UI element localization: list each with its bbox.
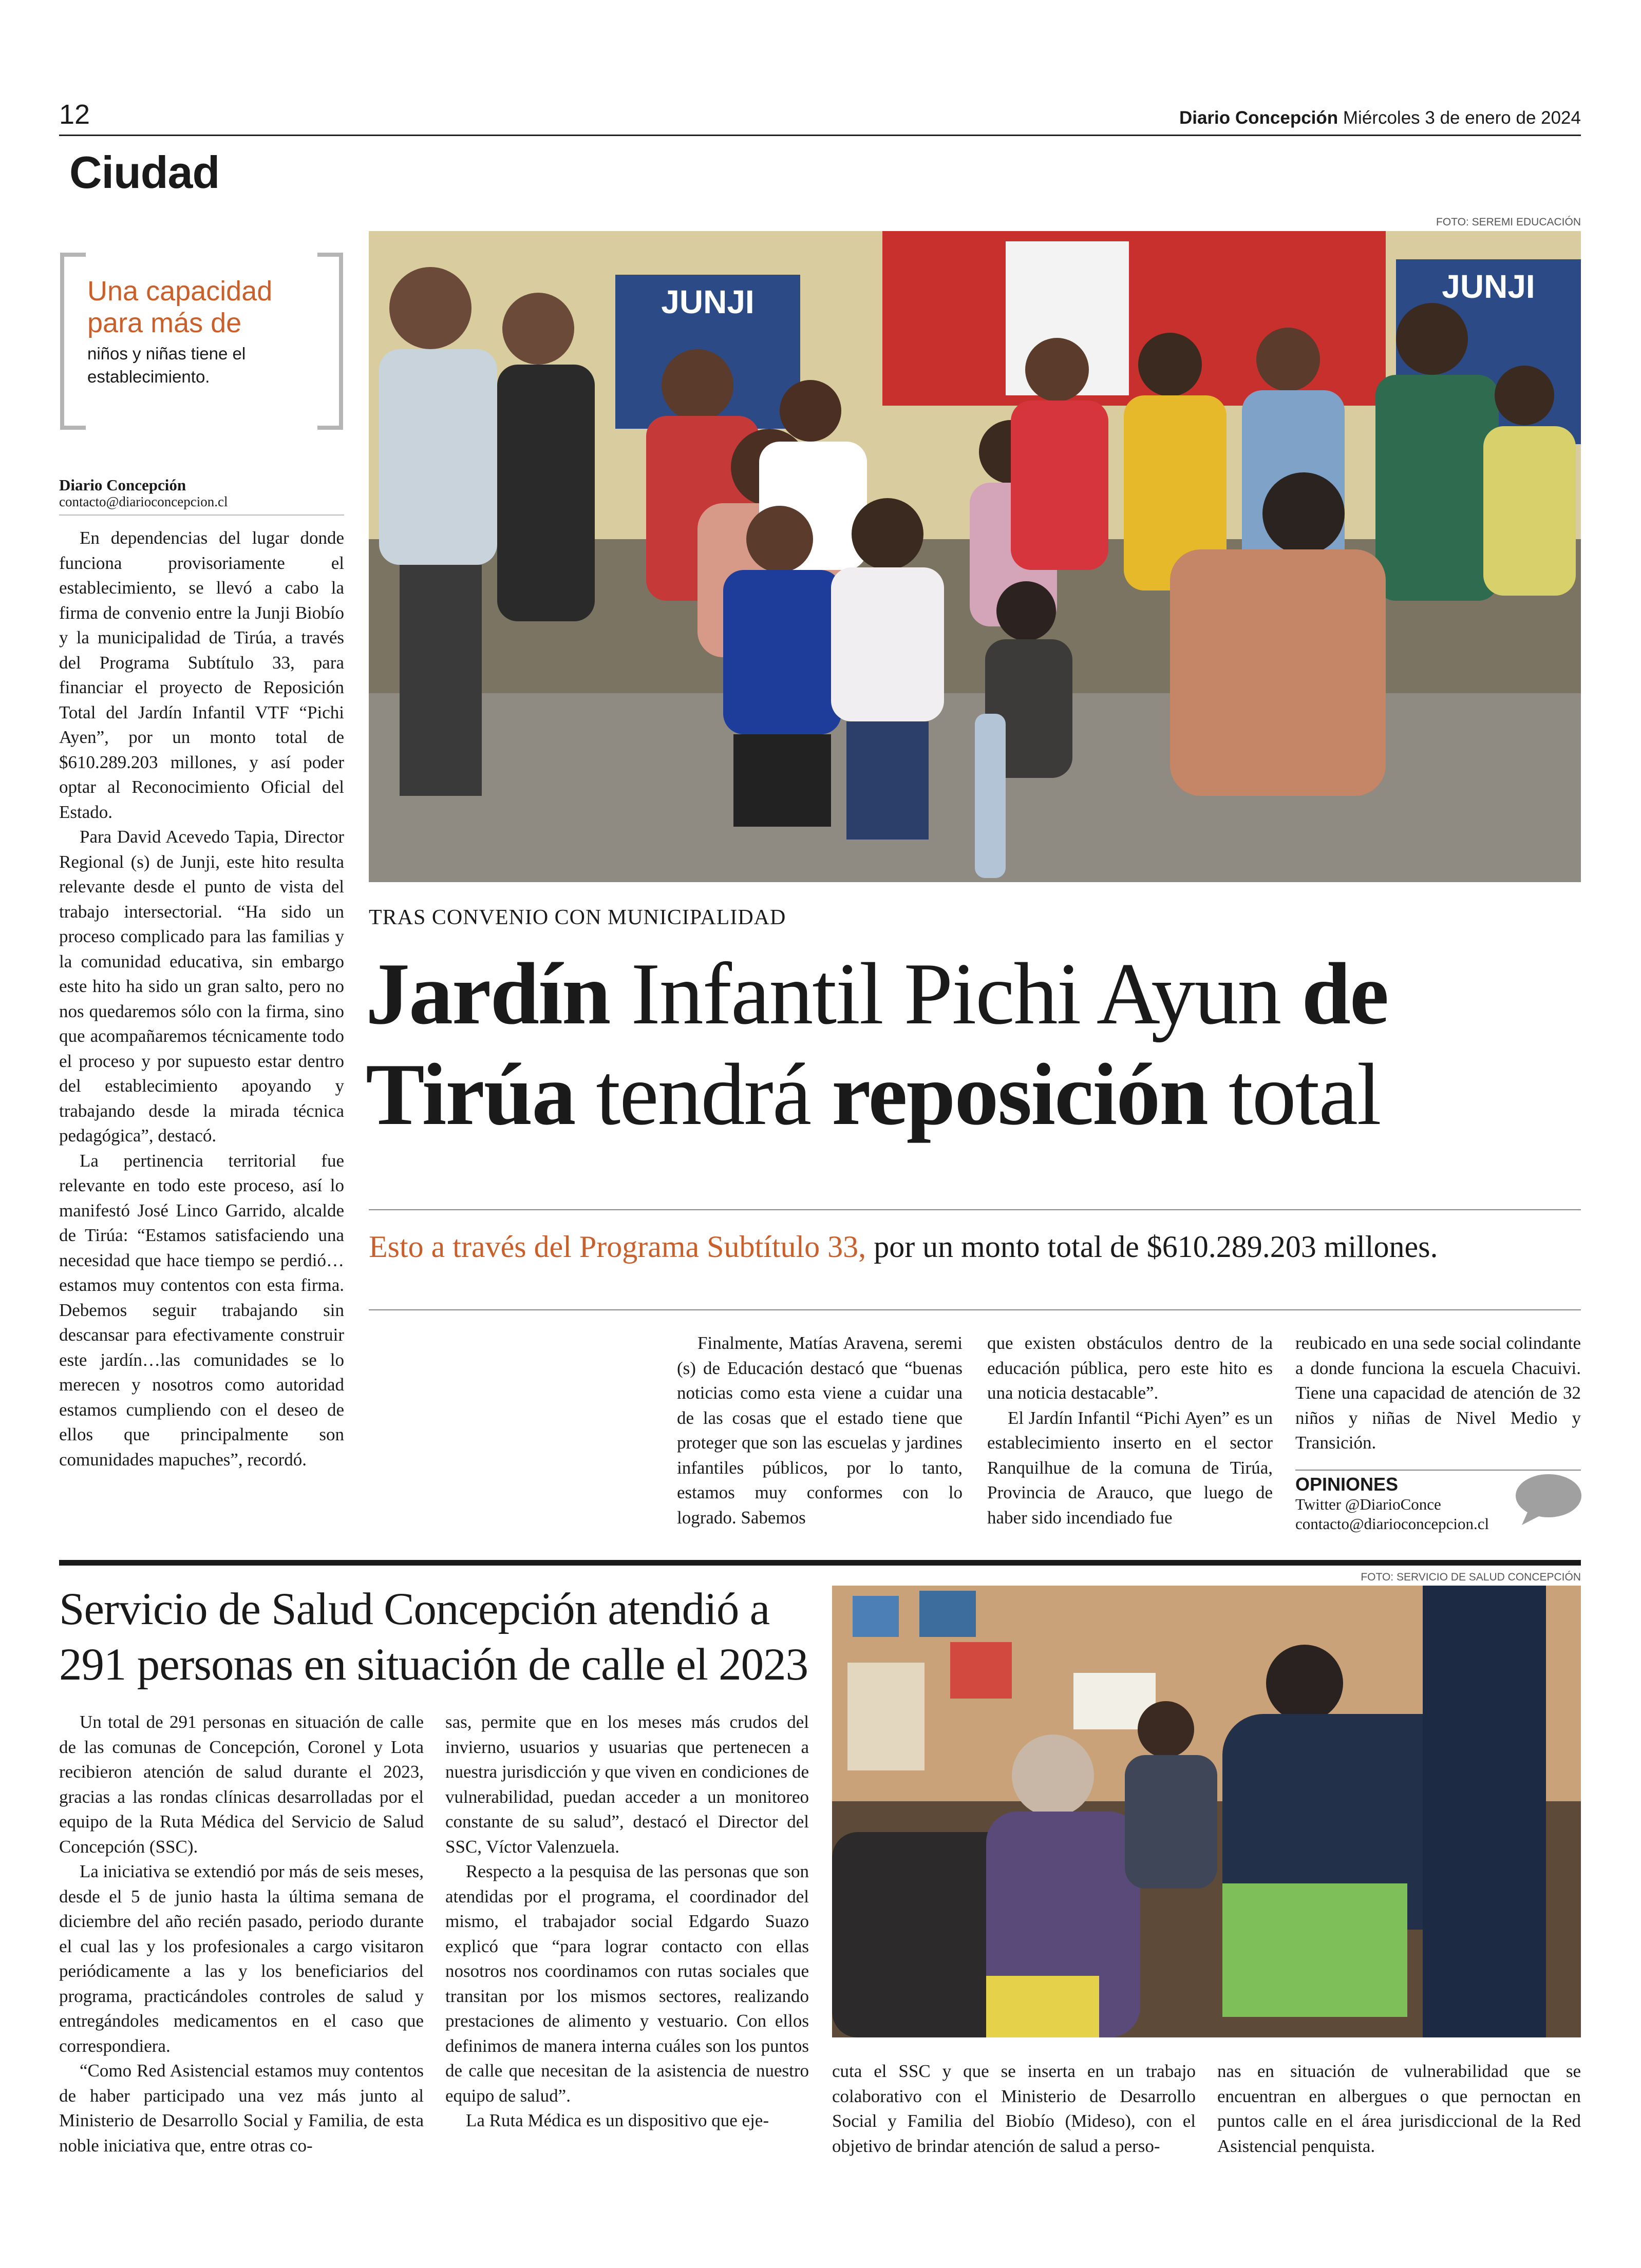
headline-part-4: Tirúa: [366, 1046, 575, 1143]
article2-col1: [59, 1710, 424, 2158]
article1-col1-p3: La pertinencia territorial fue relevante en todo este proceso, así lo manifestó José Linco Garrido, alcalde de Tirúa: “Estamos satisfaciendo una necesidad que hace tiempo se perdió…estamos muy contentos con esta firma. Debemos seguir trabajando sin descansar para efectivamente construir este jardín…las comunidades se lo merecen y nosotros como autoridad estamos cumpliendo con el deseo de ellos que principalmente son comunidades mapuches”, recordó.: [59, 1150, 344, 1470]
article2-col4-p1: nas en situación de vulnerabilidad que se encuentran en albergues o que pernoctan en puntos calle en el área jurisdiccional de la Red Asistencial penquista.: [1217, 2061, 1581, 2156]
article2-col1-p1: Un total de 291 personas en situación de calle de las comunas de Concepción, Coronel y Lota recibieron atención de salud durante el 2023, gracias a las rondas clínicas desarrolladas por el equipo de la Ruta Médica del Servicio de Salud Concepción (SSC).: [59, 1712, 424, 1857]
article2-col4: [1217, 2059, 1581, 2159]
article2-col1-p3: “Como Red Asistencial estamos muy contentos de haber participado una vez más junto al Ministerio de Desarrollo Social y Familia, de esta noble iniciativa que, entre otras co-: [59, 2061, 424, 2156]
section-title: Ciudad: [69, 147, 220, 198]
opinions-email[interactable]: contacto@diarioconcepcion.cl: [1295, 1515, 1489, 1533]
article2-col2: [445, 1710, 809, 2133]
article1-col1-p1: En dependencias del lugar donde funciona provisoriamente el establecimiento, se llevó a cabo la firma de convenio entre la Junji Biobío y la municipalidad de Tirúa, a través del Programa Subtítulo 33, para financiar el proyecto de Reposición Total del Jardín Infantil VTF “Pichi Ayen”, por un monto total de $610.289.203 millones, y así poder optar al Reconocimiento Oficial del Estado.: [59, 528, 344, 822]
headline-part-2: Infantil Pichi Ayun: [610, 945, 1302, 1043]
article2-col1-p2: La iniciativa se extendió por más de seis meses, desde el 5 de junio hasta la última semana de diciembre del año recién pasado, periodo durante el cual las y los profesionales a cargo visitaron periódicamente a las y los beneficiarios del programa, practicándoles controles de salud y entregándoles medicamentos en el caso que correspondiera.: [59, 1861, 424, 2056]
article2-photo-credit: FOTO: SERVICIO DE SALUD CONCEPCIÓN: [1361, 1571, 1581, 1583]
headline-part-3: de: [1302, 945, 1388, 1043]
highlight-subtitle: niños y niñas tiene el establecimiento.: [87, 344, 246, 386]
article1-col2-p1: Finalmente, Matías Aravena, seremi (s) de Educación destacó que “buenas noticias como esta viene a cuidar una de las cosas que el estado tiene que proteger que son las escuelas y jardines infantiles públicos, por lo tanto, estamos muy conformes con lo logrado. Sabemos: [677, 1333, 963, 1528]
headline-part-1: Jardín: [366, 945, 610, 1043]
article2-col3-p1: cuta el SSC y que se inserta en un trabajo colaborativo con el Ministerio de Desarrollo Social y Familia del Biobío (Mideso), con el objetivo de brindar atención de salud a perso-: [832, 2061, 1196, 2156]
byline-rule: [59, 514, 344, 516]
article1-photo-credit: FOTO: SEREMI EDUCACIÓN: [1436, 216, 1581, 228]
highlight-box: [59, 253, 344, 430]
page-number: 12: [59, 99, 90, 130]
article1-photo: [369, 231, 1581, 882]
junji-sign-right: JUNJI: [1442, 268, 1535, 305]
article1-col3-p1: que existen obstáculos dentro de la educación pública, pero este hito es una noticia destacable”.: [987, 1333, 1273, 1403]
headline-part-5: tendrá: [575, 1046, 832, 1143]
article1-col4: [1295, 1331, 1581, 1456]
article2-headline: [59, 1581, 829, 1692]
deck-highlight: Esto a través del Programa Subtítulo 33,: [369, 1230, 866, 1264]
article1-col3-p2: El Jardín Infantil “Pichi Ayen” es un establecimiento inserto en el sector Ranquilhue de la comuna de Tirúa, Provincia de Arauco, que luego de haber sido incendiado fue: [987, 1407, 1273, 1528]
masthead: [1179, 108, 1581, 128]
header-rule: [59, 135, 1581, 136]
opinions-rule: [1295, 1470, 1581, 1471]
article2-col2-p2: Respecto a la pesquisa de las personas que son atendidas por el programa, el coordinador del mismo, el trabajador social Edgardo Suazo explicó que “para lograr contacto con ellas nosotros nos coordinamos con rutas sociales que transitan por los mismos sectores, realizando prestaciones de alimento y vestuario. Con ellos definimos de manera interna cuáles son los puntos de calle que necesitan de la asistencia de nuestro equipo de salud”.: [445, 1861, 809, 2106]
headline-part-7: total: [1207, 1046, 1381, 1143]
article1-col1-p2: Para David Acevedo Tapia, Director Regional (s) de Junji, este hito resulta relevante desde el punto de vista del trabajo intersectorial. “Ha sido un proceso complicado para las familias y la comunidad educativa, sin embargo este hito ha sido un gran salto, pero no nos quedaremos sólo con la firma, sino que acompañaremos técnicamente todo el proceso y por supuesto estar dentro del establecimiento apoyando y trabajando desde la mirada técnica pedagógica”, destacó.: [59, 827, 344, 1146]
opinions-twitter[interactable]: Twitter @DiarioConce: [1295, 1495, 1441, 1513]
article1-headline: [366, 944, 1588, 1145]
article2-headline-line1: Servicio de Salud Concepción atendió a: [59, 1584, 770, 1634]
article1-col2: [677, 1331, 963, 1530]
article2-col3: [832, 2059, 1196, 2159]
publication-name: Diario Concepción: [1179, 108, 1338, 128]
deck-rest: por un monto total de $610.289.203 millones.: [866, 1230, 1438, 1264]
article2-photo: [832, 1586, 1581, 2037]
deck-top-rule: [369, 1209, 1581, 1210]
section-divider: [59, 1560, 1581, 1566]
article1-col1: [59, 526, 344, 1472]
article1-kicker: TRAS CONVENIO CON MUNICIPALIDAD: [369, 906, 786, 929]
headline-part-6: reposición: [832, 1046, 1208, 1143]
article2-col2-p3: La Ruta Médica es un dispositivo que eje-: [466, 2110, 769, 2130]
publication-date: Miércoles 3 de enero de 2024: [1343, 108, 1581, 128]
article1-deck: [369, 1228, 1591, 1265]
article1-col3: [987, 1331, 1273, 1530]
speech-bubble-icon: [1513, 1473, 1582, 1527]
byline-email: contacto@diarioconcepcion.cl: [59, 494, 228, 509]
article1-col4-p1: reubicado en una sede social colindante a donde funciona la escuela Chacuivi. Tiene una capacidad de atención de 32 niños y niñas de Nivel Medio y Transición.: [1295, 1333, 1581, 1453]
highlight-title: Una capacidad para más de: [87, 276, 273, 338]
article2-col2-p1: sas, permite que en los meses más crudos del invierno, usuarios y usuarias que pertenecen a nuestra jurisdicción y que viven en condiciones de vulnerabilidad, puedan acceder a un monitoreo constante de su salud”, destacó el Director del SSC, Víctor Valenzuela.: [445, 1712, 809, 1857]
article2-headline-line2: 291 personas en situación de calle el 2023: [59, 1640, 808, 1690]
junji-sign-left: JUNJI: [661, 283, 755, 320]
opinions-label: OPINIONES: [1295, 1474, 1399, 1495]
deck-bottom-rule: [369, 1309, 1581, 1310]
byline-name: Diario Concepción: [59, 476, 186, 494]
